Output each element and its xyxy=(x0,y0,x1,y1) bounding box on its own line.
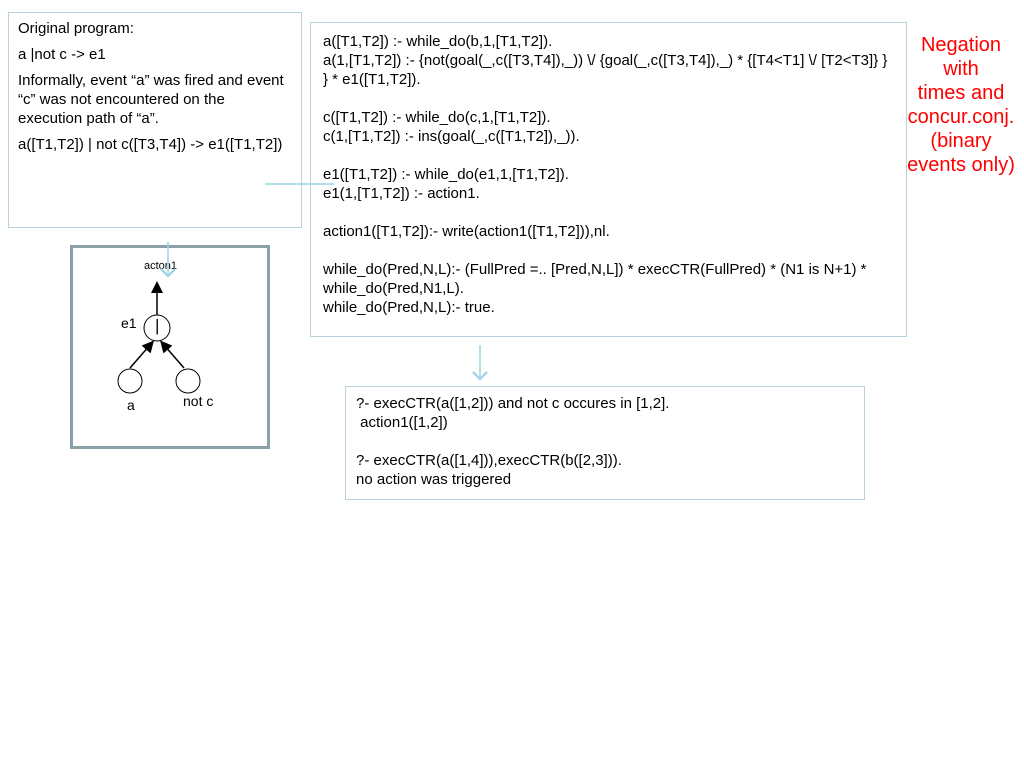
a-leaf-label: a xyxy=(127,397,135,413)
original-program-heading: Original program: xyxy=(18,20,134,37)
original-program-translated-rule: a([T1,T2]) | not c([T3,T4]) -> e1([T1,T2]) xyxy=(18,136,283,153)
original-program-informal: Informally, event “a” was fired and event “c” was not encountered on the execution path of “a”. xyxy=(18,72,284,127)
query-results-box: ?- execCTR(a([1,2])) and not c occures in [1,2]. action1([1,2]) ?- execCTR(a([1,4])),execCTR(b([2,3])). no action was triggered xyxy=(345,386,865,500)
action-label: acton1 xyxy=(144,260,178,272)
operator-symbol: | xyxy=(155,316,160,335)
ctr-code-box: a([T1,T2]) :- while_do(b,1,[T1,T2]). a(1,[T1,T2]) :- {not(goal(_,c([T3,T4]),_)) \/ {goal(_,c([T3,T4]),_) * {[T4<T1] \/ [T2<T3]} } } * e1([T1,T2]). c([T1,T2]) :- while_do(c,1,[T1,T2]). c(1,[T1,T2]) :- ins(goal(_,c([T1,T2]),_)). e1([T1,T2]) :- while_do(e1,1,[T1,T2]). e1(1,[T1,T2]) :- action1. action1([T1,T2]):- write(action1([T1,T2])),nl. while_do(Pred,N,L):- (FullPred =.. [Pred,N,L]) * execCTR(FullPred) * (N1 is N+1) * while_do(Pred,N1,L). while_do(Pred,N,L):- true. xyxy=(310,22,907,337)
e1-label: e1 xyxy=(121,315,137,331)
slide-title: Negation with times and concur.conj. (binary events only) xyxy=(907,34,1015,176)
original-program-rule: a |not c -> e1 xyxy=(18,46,106,63)
not-c-leaf-label: not c xyxy=(183,393,214,409)
